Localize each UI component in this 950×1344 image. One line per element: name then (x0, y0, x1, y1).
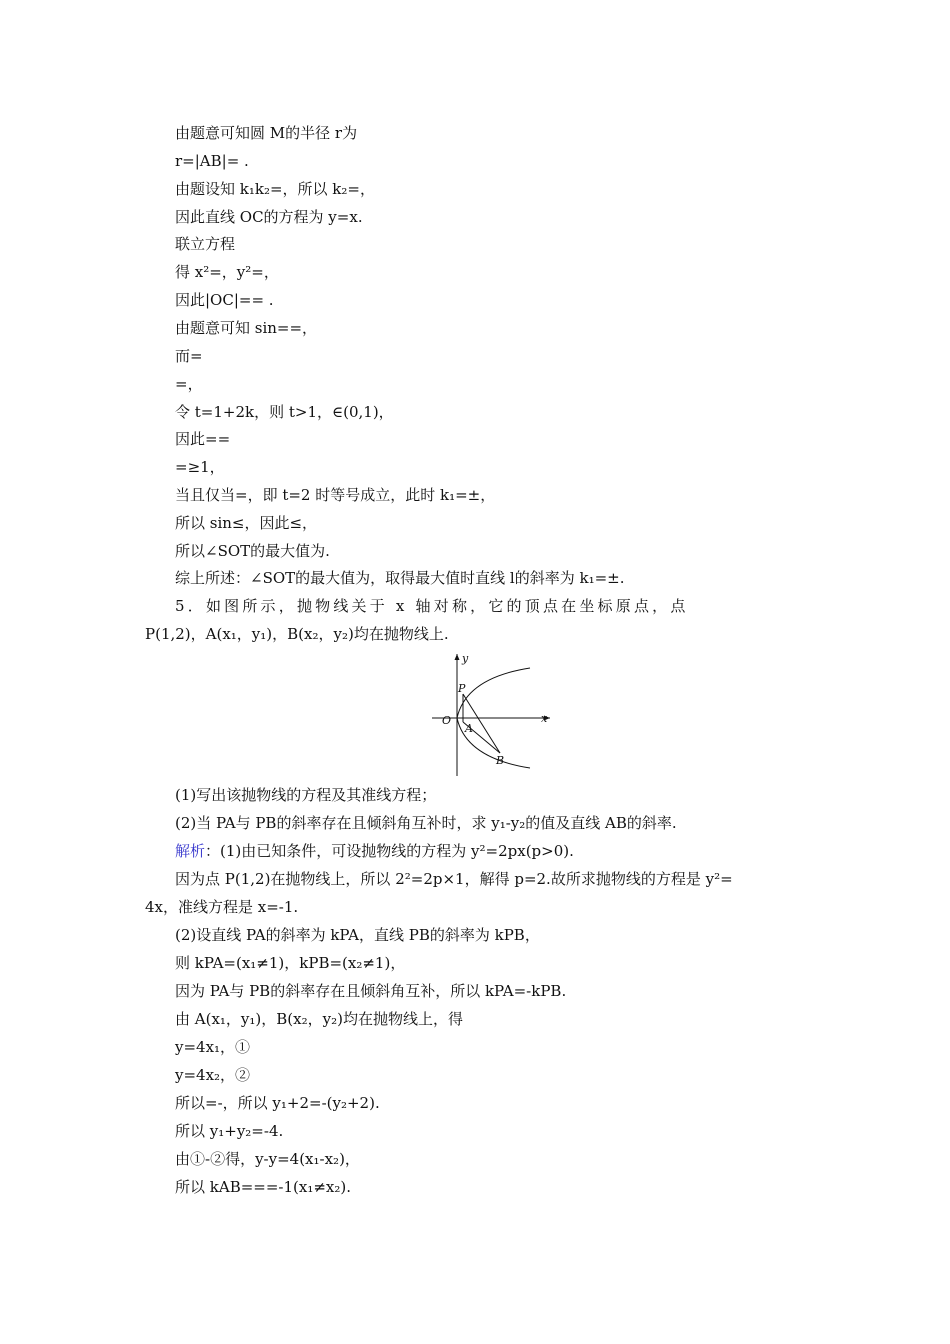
parabola-diagram (420, 650, 560, 778)
text-line: 由题意可知 sin==， (175, 319, 318, 337)
solution-line: 因为 PA与 PB的斜率存在且倾斜角互补，所以 kPA=-kPB. (175, 982, 567, 1000)
label-o: O (442, 714, 452, 727)
text-line: =≥1， (175, 458, 225, 476)
solution-line: 所以 kAB===-1(x₁≠x₂). (175, 1178, 352, 1196)
text-line: 得 x²=，y²=， (175, 263, 279, 281)
solution-line: 则 kPA=(x₁≠1)，kPB=(x₂≠1)， (175, 954, 406, 972)
text-line: 因此== (175, 430, 231, 448)
text-line: 由题意可知圆 M的半径 r为 (175, 124, 358, 142)
solution-line: 由 A(x₁，y₁)，B(x₂，y₂)均在抛物线上，得 (175, 1010, 463, 1028)
solution-line: y=4x₁，① (175, 1038, 251, 1056)
text-line: 当且仅当=，即 t=2 时等号成立，此时 k₁=±， (175, 486, 496, 504)
problem-statement-line-2: P(1,2)，A(x₁，y₁)，B(x₂，y₂)均在抛物线上. (145, 625, 449, 643)
text-line: 因此|OC|== . (175, 291, 274, 309)
solution-line: (2)设直线 PA的斜率为 kPA，直线 PB的斜率为 kPB， (175, 926, 540, 944)
text-line: 综上所述：∠SOT的最大值为，取得最大值时直线 l的斜率为 k₁=±. (175, 569, 625, 587)
label-a: A (465, 722, 473, 735)
text-line: 所以 sin≤，因此≤， (175, 514, 318, 532)
label-y: y (462, 652, 469, 665)
solution-line: 所以 y₁+y₂=-4. (175, 1122, 284, 1140)
question-1: (1)写出该抛物线的方程及其准线方程； (175, 786, 437, 804)
solution-line: y=4x₂，② (175, 1066, 251, 1084)
solution-text: ：(1)由已知条件，可设抛物线的方程为 y²=2px(p>0). (205, 842, 574, 860)
text-line: =， (175, 375, 203, 393)
y-axis-arrow (455, 654, 460, 660)
label-x: x (541, 712, 548, 725)
solution-line: 所以=-，所以 y₁+2=-(y₂+2). (175, 1094, 380, 1112)
text-line: 而= (175, 347, 203, 365)
text-line: 因此直线 OC的方程为 y=x. (175, 208, 363, 226)
problem-statement-line-1: 5．如图所示，抛物线关于 x 轴对称，它的顶点在坐标原点，点 (175, 597, 689, 615)
solution-line: 由①-②得，y-y=4(x₁-x₂)， (175, 1150, 360, 1168)
text-line: 联立方程 (175, 235, 236, 253)
question-2: (2)当 PA与 PB的斜率存在且倾斜角互补时，求 y₁-y₂的值及直线 AB的斜率. (175, 814, 677, 832)
analysis-label: 解析 (175, 842, 206, 860)
solution-line: 4x，准线方程是 x=-1. (145, 898, 299, 916)
text-line: 令 t=1+2k，则 t>1，∈(0,1)， (175, 403, 394, 421)
label-p: P (458, 682, 466, 695)
solution-line: 因为点 P(1,2)在抛物线上，所以 2²=2p×1，解得 p=2.故所求抛物线的方程是 y²= (175, 870, 733, 888)
solution-line (175, 841, 574, 861)
text-line: 由题设知 k₁k₂=，所以 k₂=， (175, 180, 375, 198)
parabola-figure (420, 650, 560, 778)
text-line: r=|AB|= . (175, 152, 249, 170)
text-line: 所以∠SOT的最大值为. (175, 542, 330, 560)
label-b: B (496, 754, 505, 767)
